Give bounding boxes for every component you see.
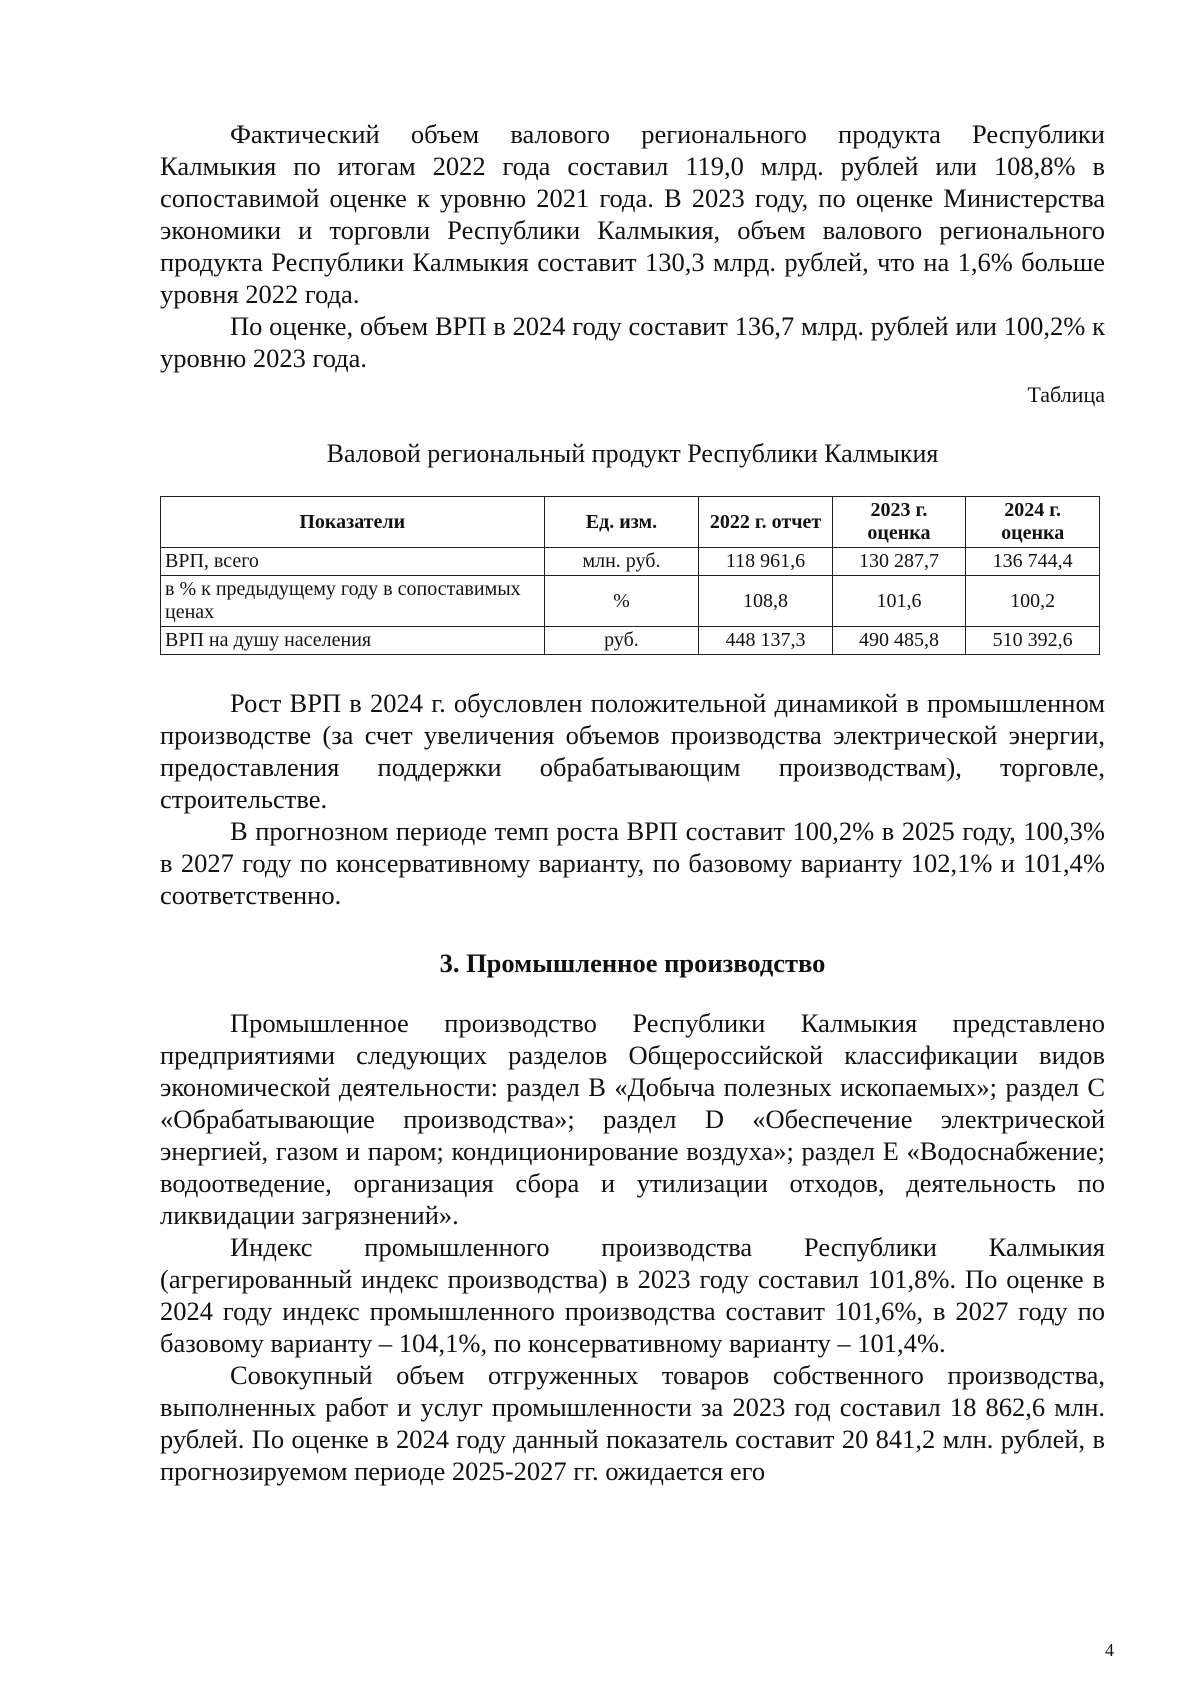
paragraph-vrp-actual: Фактический объем валового регионального продукта Республики Калмыкия по итогам 2022 года составил 119,0 млрд. рублей или 108,8% в сопоставимой оценке к уровню 2021 года. В 2023 году, по оценке Министерства экономики и торговли Республики Калмыкия, объем валового регионального продукта Республики Калмыкия составит 130,3 млрд. рублей, что на 1,6% больше уровня 2022 года. [160, 119, 1105, 309]
paragraph-shipped-goods: Совокупный объем отгруженных товаров собственного производства, выполненных работ и услуг промышленности за 2023 год составил 18 862,6 млн. рублей. По оценке в 2024 году данный показатель составит 20 841,2 млн. рублей, в прогнозируемом периоде 2025-2027 гг. ожидается его [160, 1360, 1105, 1486]
header-2024: 2024 г. оценка [966, 497, 1100, 548]
row-value-2023: 130 287,7 [832, 548, 966, 576]
page-content [160, 118, 1105, 1487]
table-row [161, 627, 1100, 655]
row-value-2024: 100,2 [966, 576, 1100, 627]
row-name: ВРП на душу населения [161, 627, 545, 655]
row-value-2022: 448 137,3 [699, 627, 832, 655]
section-heading: 3. Промышленное производство [439, 948, 826, 978]
row-value-2023: 490 485,8 [832, 627, 966, 655]
table-header-row [161, 497, 1100, 548]
page-number: 4 [1105, 1640, 1114, 1660]
table-row [161, 576, 1100, 627]
row-value-2024: 136 744,4 [966, 548, 1100, 576]
vrp-table [160, 496, 1100, 655]
row-value-2022: 108,8 [699, 576, 832, 627]
row-unit: % [544, 576, 699, 627]
row-value-2023: 101,6 [832, 576, 966, 627]
row-name: в % к предыдущему году в сопоставимых ценах [161, 576, 545, 627]
paragraph-industry-structure: Промышленное производство Республики Калмыкия представлено предприятиями следующих разделов Общероссийской классификации видов экономической деятельности: раздел B «Добыча полезных ископаемых»; раздел C «Обрабатывающие производства»; раздел D «Обеспечение электрической энергией, газом и паром; кондиционирование воздуха»; раздел E «Водоснабжение; водоотведение, организация сбора и утилизации отходов, деятельность по ликвидации загрязнений». [160, 1008, 1105, 1230]
paragraph-vrp-forecast: В прогнозном периоде темп роста ВРП составит 100,2% в 2025 году, 100,3% в 2027 году по консервативному варианту, по базовому варианту 102,1% и 101,4% соответственно. [160, 816, 1105, 910]
row-unit: руб. [544, 627, 699, 655]
header-2022: 2022 г. отчет [699, 497, 832, 548]
paragraph-vrp-growth: Рост ВРП в 2024 г. обусловлен положительной динамикой в промышленном производстве (за счет увеличения объемов производства электрической энергии, предоставления поддержки обрабатывающим производствам), торговле, строительстве. [160, 688, 1105, 814]
row-value-2024: 510 392,6 [966, 627, 1100, 655]
row-unit: млн. руб. [544, 548, 699, 576]
row-name: ВРП, всего [161, 548, 545, 576]
table-label: Таблица [1027, 382, 1105, 407]
paragraph-industry-index: Индекс промышленного производства Республики Калмыкия (агрегированный индекс производства) в 2023 году составил 101,8%. По оценке в 2024 году индекс промышленного производства составит 101,6%, в 2027 году по базовому варианту – 104,1%, по консервативному варианту – 101,4%. [160, 1232, 1105, 1358]
header-indicators: Показатели [161, 497, 545, 548]
header-unit: Ед. изм. [544, 497, 699, 548]
growth-section [160, 687, 1105, 911]
table-row [161, 548, 1100, 576]
header-2023: 2023 г. оценка [832, 497, 966, 548]
table-title: Валовой региональный продукт Республики Калмыкия [326, 439, 939, 468]
paragraph-vrp-2024-estimate: По оценке, объем ВРП в 2024 году составит 136,7 млрд. рублей или 100,2% к уровню 2023 года. [160, 311, 1105, 373]
row-value-2022: 118 961,6 [699, 548, 832, 576]
